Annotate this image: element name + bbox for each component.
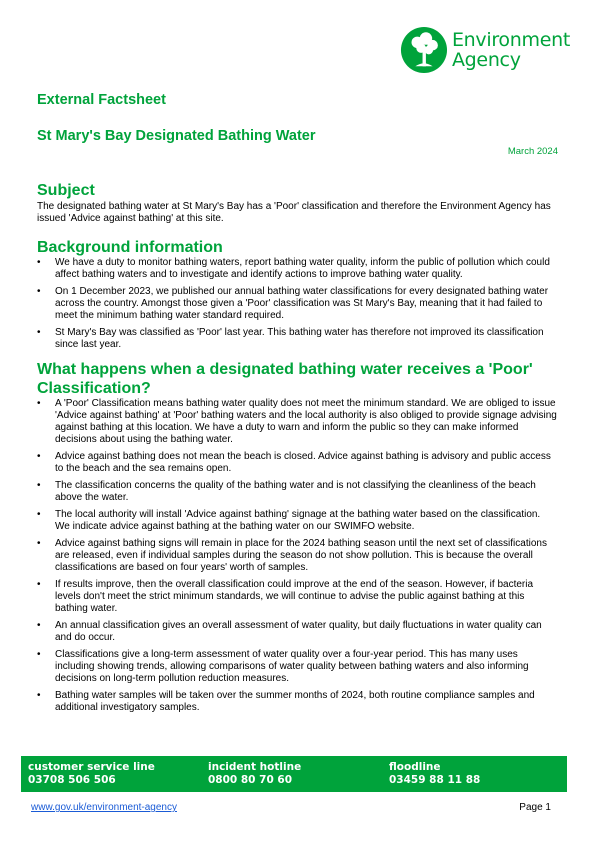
list-item: • Bathing water samples will be taken over the summer months of 2024, both routine compliance samples and additional investigatory samples. <box>37 690 557 714</box>
list-item: • Classifications give a long-term assessment of water quality over a four-year period. This has many uses including showing trends, allowing comparisons of water quality between bathing waters and also informing decisions on long-term pollution reduction measures. <box>37 649 557 685</box>
list-item: • The local authority will install 'Advice against bathing' signage at the bathing water based on the classification. We indicate advice against bathing at the bathing water on our SWIMFO website. <box>37 509 557 533</box>
contact-floodline <box>389 761 480 787</box>
poor-classification-list <box>37 398 557 714</box>
list-item: • Advice against bathing signs will remain in place for the 2024 bathing season until the next set of classifications are released, even if individual samples during the season do not show pollution. This is because the overall classifications are based on four years' worth of samples. <box>37 538 557 574</box>
contact-bar <box>21 756 567 792</box>
list-item: • On 1 December 2023, we published our annual bathing water classifications for every designated bathing water across the country. Amongst those given a 'Poor' classification was St Mary's Bay, meaning that it had failed to meet the minimum bathing water standard required. <box>37 286 557 322</box>
background-heading: Background information <box>37 239 223 256</box>
logo-line-2: Agency <box>451 49 521 71</box>
environment-agency-logo <box>400 25 570 75</box>
contact-number: 0800 80 70 60 <box>208 774 293 786</box>
contact-label: floodline <box>389 761 441 773</box>
contact-customer-service <box>28 761 155 787</box>
document-type: External Factsheet <box>37 92 166 108</box>
contact-incident-hotline <box>208 761 301 787</box>
main-content <box>37 181 557 719</box>
contact-label: incident hotline <box>208 761 302 773</box>
subject-text: The designated bathing water at St Mary's Bay has a 'Poor' classification and therefore the Environment Agency has issued 'Advice against bathing' at this site. <box>37 201 551 224</box>
subject-heading: Subject <box>37 182 95 199</box>
list-item: • Advice against bathing does not mean the beach is closed. Advice against bathing is advisory and public access to the beach and the sea remains open. <box>37 451 557 475</box>
document-title: St Mary's Bay Designated Bathing Water <box>37 128 316 144</box>
tree-logo-icon <box>400 25 448 75</box>
background-list <box>37 257 557 351</box>
contact-label: customer service line <box>28 761 155 773</box>
page-number: Page 1 <box>519 802 551 813</box>
document-date: March 2024 <box>507 146 558 157</box>
poor-classification-heading: What happens when a designated bathing water receives a 'Poor' Classification? <box>37 361 533 397</box>
list-item: • We have a duty to monitor bathing waters, report bathing water quality, inform the public of pollution which could affect bathing waters and to investigate and identify actions to improve bathing water quality. <box>37 257 557 281</box>
contact-number: 03459 88 11 88 <box>389 774 481 786</box>
contact-number: 03708 506 506 <box>28 774 116 786</box>
list-item: • If results improve, then the overall classification could improve at the end of the season. However, if bacteria levels don't meet the strict minimum standards, we will continue to advise the public against bathing at this bathing water. <box>37 579 557 615</box>
list-item: • The classification concerns the quality of the bathing water and is not classifying the cleanliness of the beach above the water. <box>37 480 557 504</box>
list-item: • An annual classification gives an overall assessment of water quality, but daily fluctuations in water quality can and do occur. <box>37 620 557 644</box>
logo-line-1: Environment <box>451 29 570 51</box>
footer-website-link[interactable]: www.gov.uk/environment-agency <box>31 802 177 813</box>
list-item: • St Mary's Bay was classified as 'Poor' last year. This bathing water has therefore not improved its classification since last year. <box>37 327 557 351</box>
list-item: • A 'Poor' Classification means bathing water quality does not meet the minimum standard. We are obliged to issue 'Advice against bathing' at 'Poor' bathing waters and the local authority is also obliged to provide signage advising against bathing at this location. We have a duty to warn and inform the public so they can make informed decisions about using the bathing water. <box>37 398 557 446</box>
